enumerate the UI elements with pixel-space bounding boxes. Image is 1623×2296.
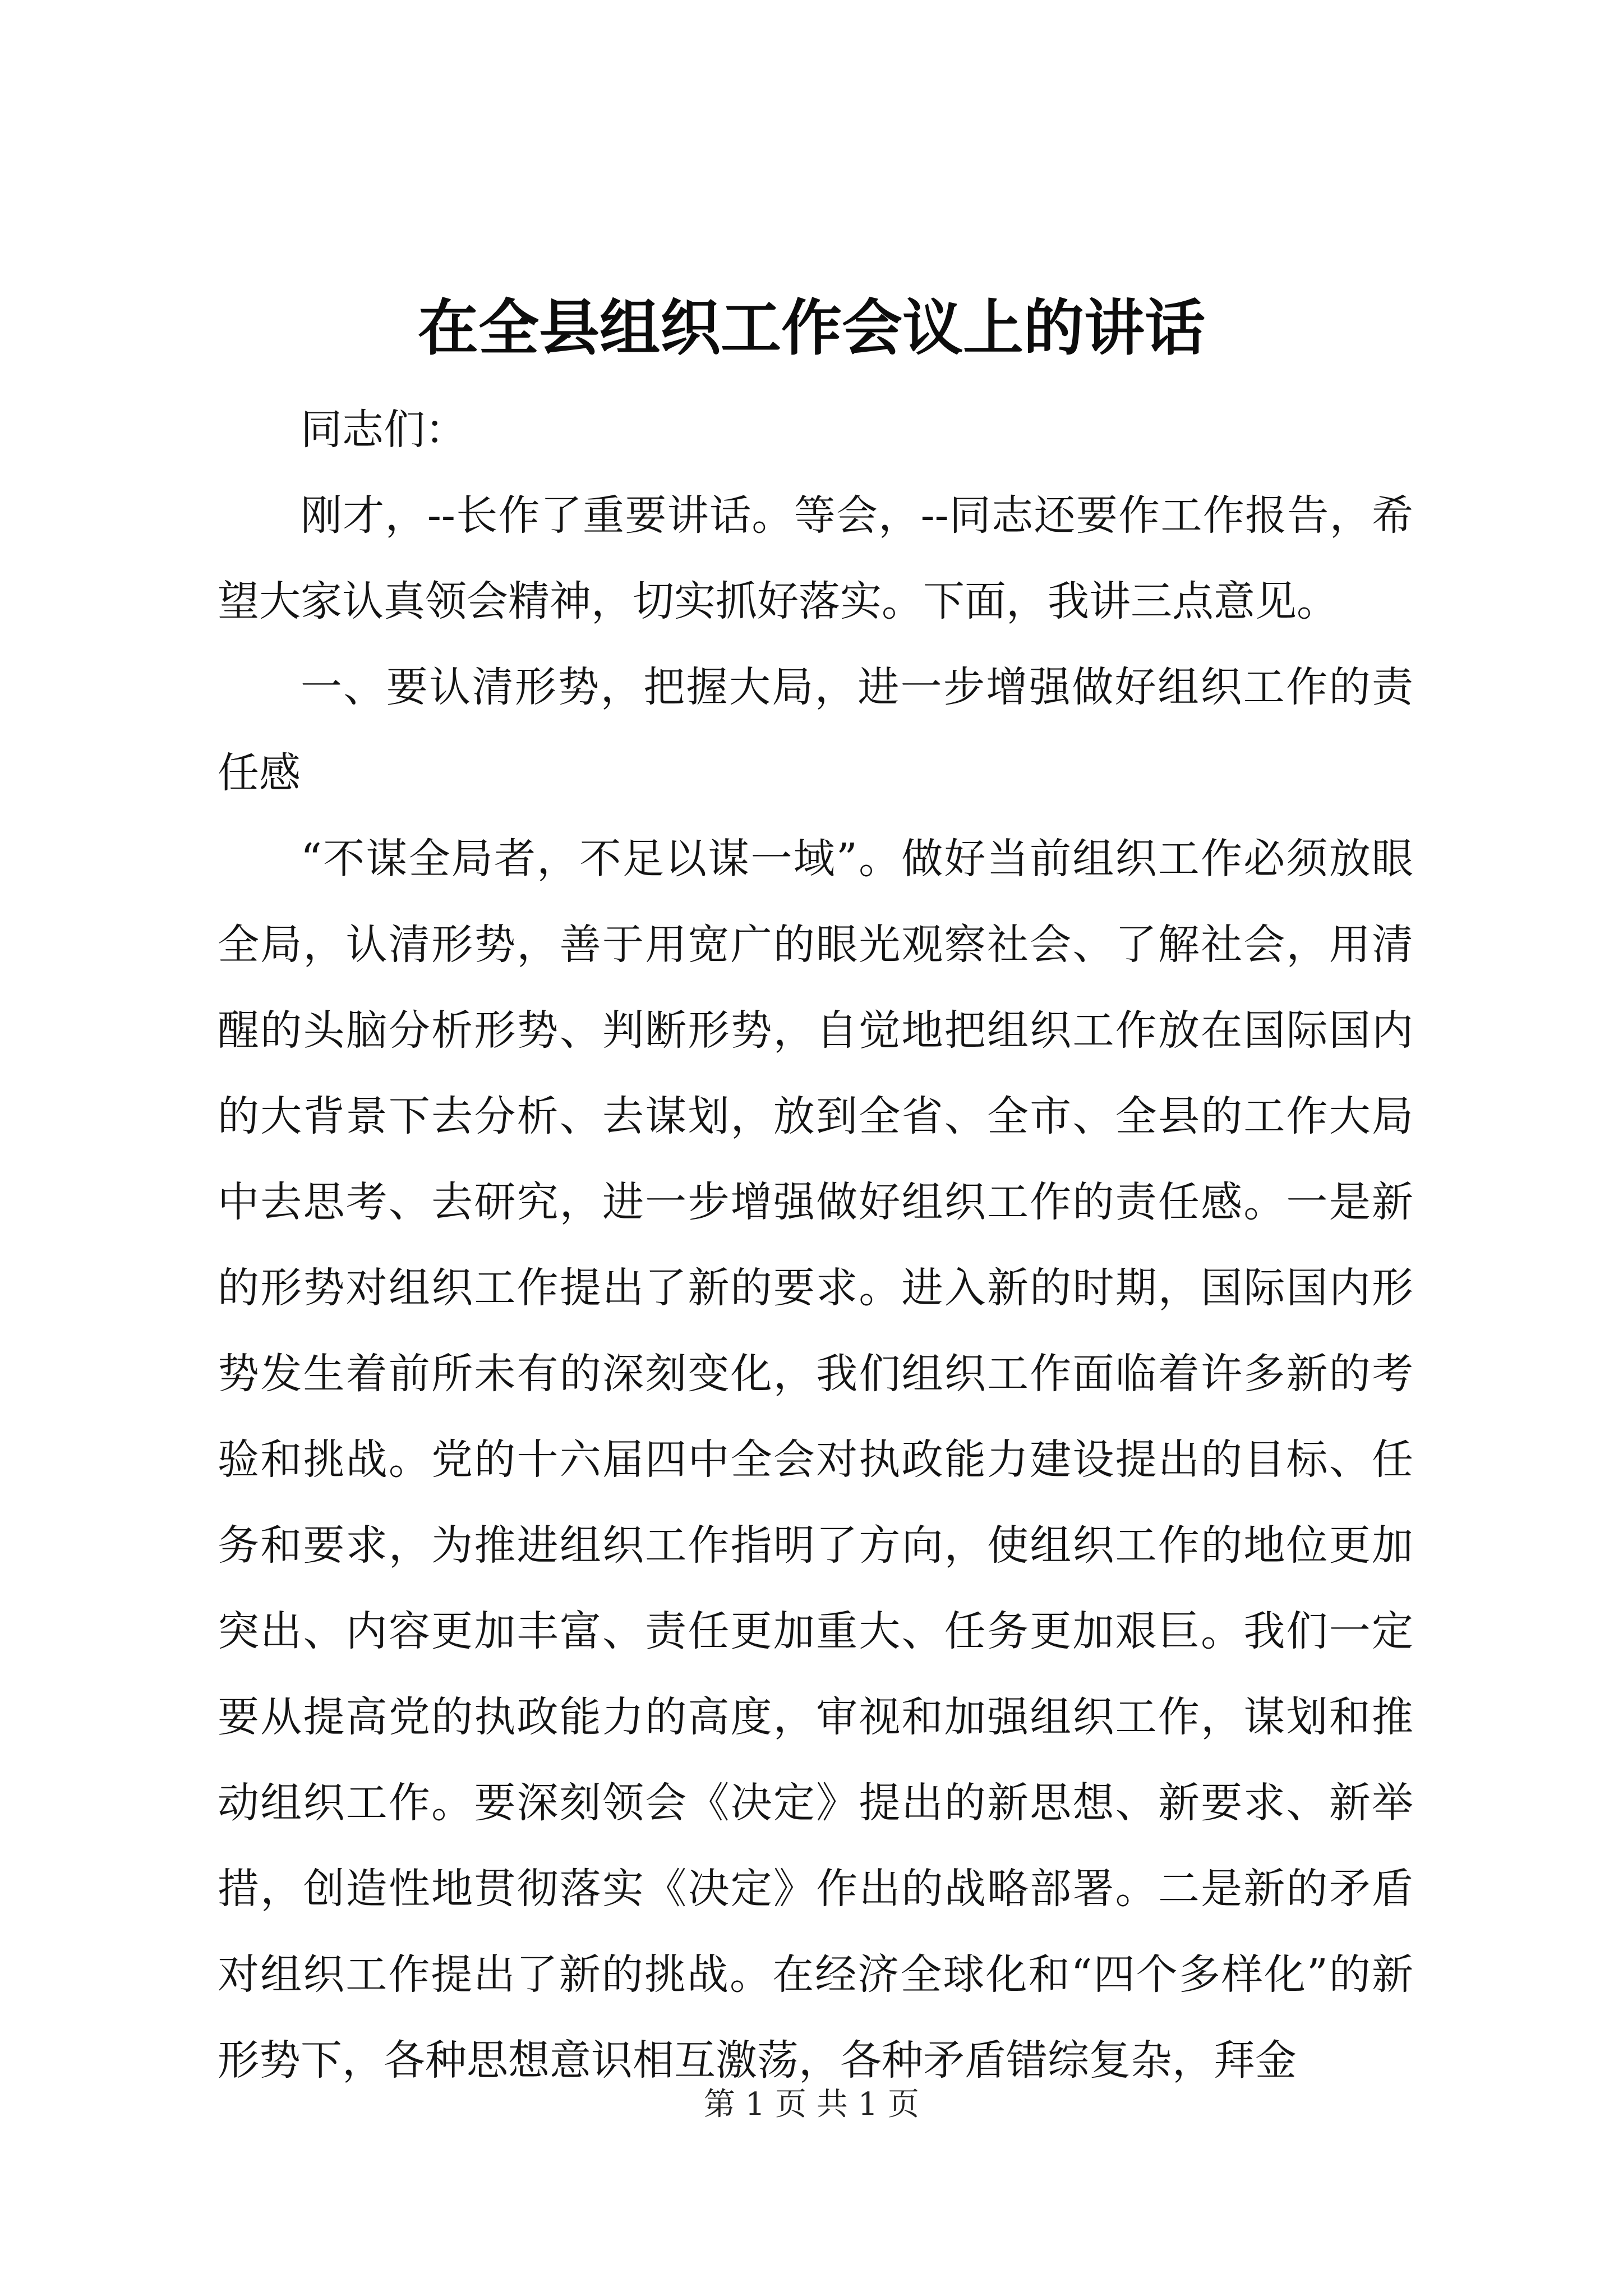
page-footer: 第 1 页 共 1 页 <box>703 2086 920 2123</box>
paragraph-section-1: “不谋全局者，不足以谋一域”。做好当前组织工作必须放眼全局，认清形势，善于用宽广的眼光观察社会、了解社会，用清醒的头脑分析形势、判断形势，自觉地把组织工作放在国际国内的大背景下去分析、去谋划，放到全省、全市、全县的工作大局中去思考、去研究，进一步增强做好组织工作的责任感。一是新的形势对组织工作提出了新的要求。进入新的时期，国际国内形势发生着前所未有的深刻变化，我们组织工作面临着许多新的考验和挑战。党的十六届四中全会对执政能力建设提出的目标、任务和要求，为推进组织工作指明了方向，使组织工作的地位更加突出、内容更加丰富、责任更加重大、任务更加艰巨。我们一定要从提高党的执政能力的高度，审视和加强组织工作，谋划和推动组织工作。要深刻领会《决定》提出的新思想、新要求、新举措，创造性地贯彻落实《决定》作出的战略部署。二是新的矛盾对组织工作提出了新的挑战。在经济全球化和“四个多样化”的新形势下，各种思想意识相互激荡，各种矛盾错综复杂，拜金 <box>218 835 1413 2085</box>
document-body <box>218 387 1413 2104</box>
section-heading-1: 一、要认清形势，把握大局，进一步增强做好组织工作的责任感 <box>218 663 1413 797</box>
salutation: 同志们： <box>301 406 467 454</box>
paragraph-opening: 刚才，--长作了重要讲话。等会，--同志还要作工作报告，希望大家认真领会精神，切实抓好落实。下面，我讲三点意见。 <box>218 491 1413 625</box>
document-title: 在全县组织工作会议上的讲话 <box>417 293 1205 364</box>
